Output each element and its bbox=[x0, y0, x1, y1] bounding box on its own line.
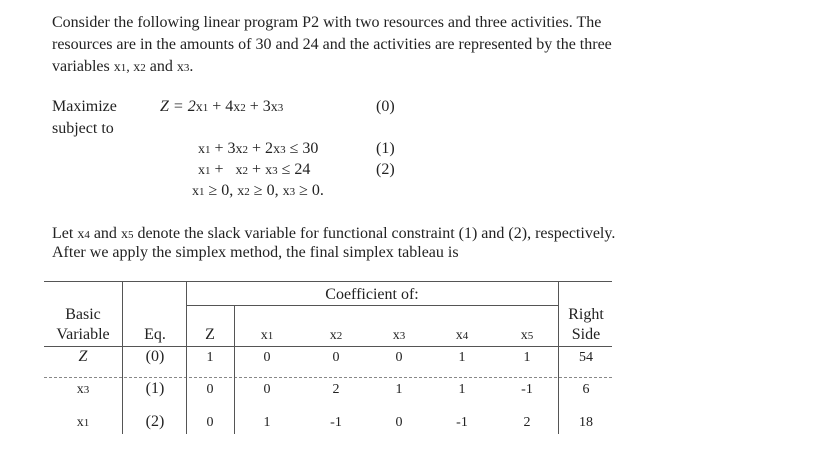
slack-line-1: Let x4 and x5 denote the slack variable for functional constraint (1) and (2), respectively. bbox=[52, 225, 616, 242]
row2-val-z: 0 bbox=[206, 415, 214, 430]
row0-val-x2: 0 bbox=[332, 350, 340, 365]
slack-line-2: After we apply the simplex method, the final simplex tableau is bbox=[52, 244, 459, 261]
rule-v-eq bbox=[186, 282, 187, 434]
col-header-x4: x4 bbox=[455, 328, 469, 343]
row1-val-x5: -1 bbox=[521, 382, 533, 397]
row2-rhs: 18 bbox=[579, 415, 593, 430]
tableau-top-rule bbox=[44, 281, 612, 282]
basic-header-1: Basic bbox=[65, 306, 101, 323]
row0-basic: Z bbox=[78, 348, 88, 365]
rule-v-z bbox=[234, 306, 235, 434]
col-header-x3: x3 bbox=[392, 328, 406, 343]
row1-eq: (1) bbox=[145, 380, 165, 397]
objective-function: Z = 2x1 + 4x2 + 3x3 bbox=[160, 98, 284, 115]
row2-basic: x1 bbox=[76, 415, 90, 430]
col-header-x1: x1 bbox=[260, 328, 274, 343]
maximize-label: Maximize bbox=[52, 98, 117, 115]
intro-line-3: variables x1, x2 and x3. bbox=[52, 58, 194, 75]
row1-rhs: 6 bbox=[582, 382, 590, 397]
col-header-x2: x2 bbox=[329, 328, 343, 343]
row0-val-x1: 0 bbox=[263, 350, 271, 365]
row1-val-x4: 1 bbox=[458, 382, 466, 397]
coef-header: Coefficient of: bbox=[325, 286, 419, 303]
col-header-x5: x5 bbox=[520, 328, 534, 343]
row1-val-z: 0 bbox=[206, 382, 214, 397]
row0-val-x3: 0 bbox=[395, 350, 403, 365]
row1-val-x2: 2 bbox=[332, 382, 340, 397]
constraint-2-tag: (2) bbox=[376, 161, 395, 178]
intro-line-1: Consider the following linear program P2 with two resources and three activities. The bbox=[52, 14, 602, 31]
basic-header-2: Variable bbox=[56, 326, 110, 343]
subject-to-label: subject to bbox=[52, 120, 114, 137]
row0-val-x5: 1 bbox=[523, 350, 531, 365]
eq-header: Eq. bbox=[144, 326, 166, 343]
row1-val-x3: 1 bbox=[395, 382, 403, 397]
row0-eq: (0) bbox=[145, 348, 165, 365]
row1-basic: x3 bbox=[76, 382, 90, 397]
rule-v-rhs bbox=[558, 282, 559, 434]
row0-rhs: 54 bbox=[579, 350, 593, 365]
coef-header-rule bbox=[186, 305, 558, 306]
row2-val-x4: -1 bbox=[456, 415, 468, 430]
row0-val-z: 1 bbox=[206, 350, 214, 365]
constraint-2: x1 + x2 + x3 ≤ 24 bbox=[198, 161, 311, 178]
row0-val-x4: 1 bbox=[458, 350, 466, 365]
constraint-1-tag: (1) bbox=[376, 140, 395, 157]
col-header-z: Z bbox=[205, 326, 215, 343]
right-header-1: Right bbox=[568, 306, 604, 323]
row2-val-x2: -1 bbox=[330, 415, 342, 430]
objective-tag: (0) bbox=[376, 98, 395, 115]
header-bottom-rule bbox=[44, 346, 612, 347]
row2-val-x5: 2 bbox=[523, 415, 531, 430]
row1-val-x1: 0 bbox=[263, 382, 271, 397]
row2-val-x1: 1 bbox=[263, 415, 271, 430]
row0-divider bbox=[44, 377, 612, 379]
nonnegativity: x1 ≥ 0, x2 ≥ 0, x3 ≥ 0. bbox=[192, 182, 324, 199]
constraint-1: x1 + 3x2 + 2x3 ≤ 30 bbox=[198, 140, 319, 157]
intro-line-2: resources are in the amounts of 30 and 24 and the activities are represented by the three bbox=[52, 36, 612, 53]
row2-eq: (2) bbox=[145, 413, 165, 430]
right-header-2: Side bbox=[571, 326, 601, 343]
row2-val-x3: 0 bbox=[395, 415, 403, 430]
rule-v-basic bbox=[122, 282, 123, 434]
